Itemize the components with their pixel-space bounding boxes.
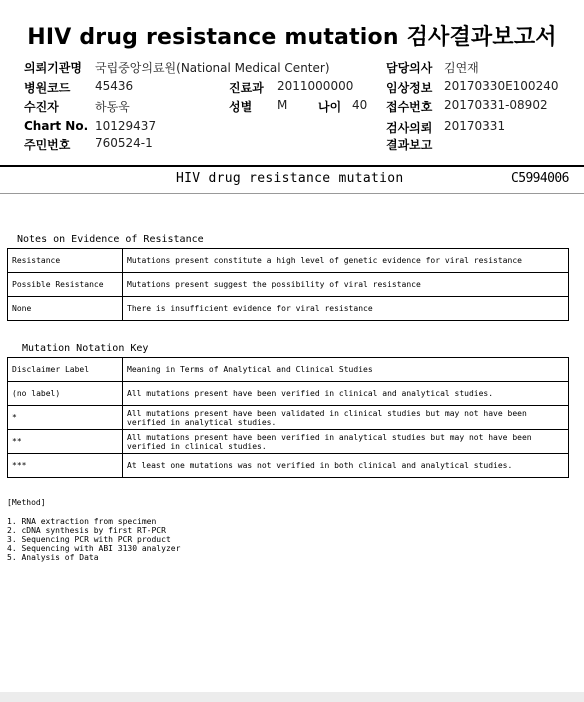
method-step: 1. RNA extraction from specimen [7, 517, 157, 526]
notation-desc: All mutations present have been validated in clinical studies but may not have been verified in analytical studies. [123, 406, 569, 430]
document-title: HIV drug resistance mutation 검사결과보고서 [27, 25, 557, 50]
chart-value: 10129437 [95, 119, 157, 133]
recipient-value: 하동욱 [95, 100, 130, 114]
hospital-code-label: 병원코드 [24, 81, 71, 95]
notation-row [8, 382, 569, 406]
receipt-label: 접수번호 [386, 100, 433, 114]
department-value: 2011000000 [277, 79, 354, 93]
evidence-row [8, 273, 569, 297]
evidence-section-title: Notes on Evidence of Resistance [17, 234, 204, 245]
notation-row [8, 454, 569, 478]
sex-value: M [277, 98, 288, 112]
notation-label: (no label) [8, 382, 123, 406]
subheader-title: HIV drug resistance mutation [176, 171, 404, 186]
method-step: 5. Analysis of Data [7, 553, 99, 562]
notation-header-row [8, 358, 569, 382]
department-label: 진료과 [229, 81, 264, 95]
notation-desc: All mutations present have been verified in clinical and analytical studies. [123, 382, 569, 406]
method-step: 4. Sequencing with ABI 3130 analyzer [7, 544, 181, 553]
header-rule [0, 165, 584, 167]
notation-desc: At least one mutations was not verified in both clinical and analytical studies. [123, 454, 569, 478]
notation-row [8, 430, 569, 454]
institution-value: 국립중앙의료원(National Medical Center) [95, 61, 330, 75]
method-step: 3. Sequencing PCR with PCR product [7, 535, 171, 544]
subheader-rule [0, 193, 584, 194]
request-date-label: 검사의뢰 [386, 121, 433, 135]
age-label: 나이 [318, 100, 342, 114]
age-value: 40 [352, 98, 368, 112]
chart-label: Chart No. [24, 119, 89, 133]
sex-label: 성별 [229, 100, 253, 114]
report-label: 결과보고 [386, 138, 433, 152]
method-step: 2. cDNA synthesis by first RT-PCR [7, 526, 166, 535]
resident-value: 760524-1 [95, 136, 153, 150]
institution-label: 의뢰기관명 [24, 61, 82, 75]
doctor-label: 담당의사 [386, 61, 433, 75]
evidence-desc: There is insufficient evidence for viral resistance [123, 297, 569, 321]
evidence-row [8, 249, 569, 273]
notation-label: *** [8, 454, 123, 478]
resident-label: 주민번호 [24, 138, 71, 152]
receipt-value: 20170331-08902 [444, 98, 548, 112]
hospital-code-value: 45436 [95, 79, 134, 93]
evidence-table [7, 248, 569, 321]
method-title: [Method] [7, 498, 46, 507]
bottom-bar [0, 692, 584, 702]
evidence-label: None [8, 297, 123, 321]
notation-desc: All mutations present have been verified in analytical studies but may not have been verified in clinical studies. [123, 430, 569, 454]
subheader-code: C5994006 [511, 171, 569, 186]
clinical-info-value: 20170330E100240 [444, 79, 559, 93]
notation-label: ** [8, 430, 123, 454]
evidence-label: Resistance [8, 249, 123, 273]
notation-row [8, 406, 569, 430]
evidence-row [8, 297, 569, 321]
notation-section-title: Mutation Notation Key [22, 343, 149, 354]
notation-table [7, 357, 569, 478]
evidence-desc: Mutations present constitute a high level of genetic evidence for viral resistance [123, 249, 569, 273]
clinical-info-label: 임상정보 [386, 81, 433, 95]
evidence-label: Possible Resistance [8, 273, 123, 297]
recipient-label: 수진자 [24, 100, 59, 114]
doctor-value: 김연재 [444, 61, 479, 75]
notation-desc: Meaning in Terms of Analytical and Clinical Studies [123, 358, 569, 382]
request-date-value: 20170331 [444, 119, 506, 133]
notation-label: Disclaimer Label [8, 358, 123, 382]
notation-label: * [8, 406, 123, 430]
evidence-desc: Mutations present suggest the possibility of viral resistance [123, 273, 569, 297]
